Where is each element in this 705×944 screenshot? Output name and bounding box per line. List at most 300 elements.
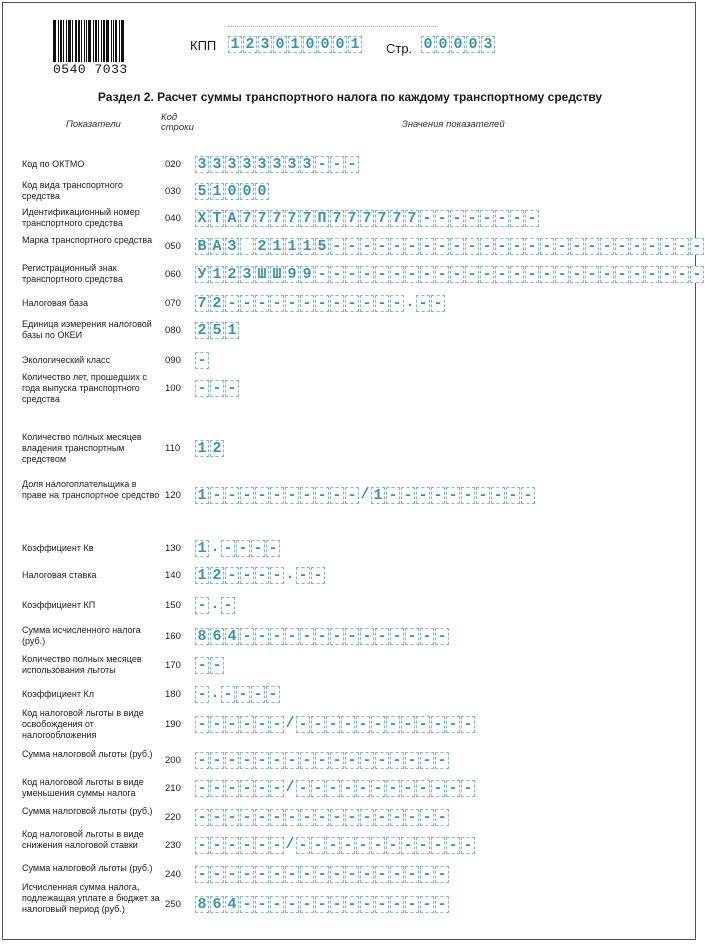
input-cell[interactable]: - xyxy=(375,866,389,883)
input-cell[interactable]: - xyxy=(315,295,329,312)
input-cell[interactable] xyxy=(240,238,254,255)
input-cell[interactable]: - xyxy=(240,487,254,504)
input-cell[interactable]: - xyxy=(585,238,599,255)
input-cell[interactable]: - xyxy=(195,866,209,883)
input-cell[interactable]: 0 xyxy=(451,36,465,53)
input-cell[interactable]: - xyxy=(416,487,430,504)
input-cell[interactable]: - xyxy=(401,487,415,504)
input-cell[interactable]: - xyxy=(266,686,280,703)
input-cell[interactable]: - xyxy=(330,238,344,255)
input-cell[interactable]: - xyxy=(495,210,509,227)
input-cell[interactable]: - xyxy=(210,657,224,674)
input-cell[interactable]: - xyxy=(255,837,269,854)
input-cell[interactable]: - xyxy=(270,896,284,913)
input-cell[interactable]: - xyxy=(210,866,224,883)
input-cell[interactable]: - xyxy=(510,238,524,255)
input-cell[interactable]: - xyxy=(521,487,535,504)
input-cell[interactable]: Ш xyxy=(255,266,269,283)
input-cell[interactable]: - xyxy=(675,266,689,283)
input-cell[interactable]: - xyxy=(221,540,235,557)
input-cell[interactable]: - xyxy=(251,540,265,557)
input-cell[interactable]: 1 xyxy=(195,440,209,457)
input-cell[interactable]: Х xyxy=(195,210,209,227)
input-cell[interactable]: - xyxy=(210,752,224,769)
input-cell[interactable]: - xyxy=(255,716,269,733)
input-cell[interactable]: 2 xyxy=(210,295,224,312)
input-cell[interactable]: 3 xyxy=(481,36,495,53)
input-cell[interactable]: - xyxy=(480,266,494,283)
input-cell[interactable]: - xyxy=(690,238,704,255)
input-cell[interactable]: - xyxy=(225,866,239,883)
input-cell[interactable]: 8 xyxy=(195,896,209,913)
input-cell[interactable]: - xyxy=(446,487,460,504)
input-cell[interactable]: - xyxy=(510,210,524,227)
input-cell[interactable]: - xyxy=(270,567,284,584)
input-cell[interactable]: 3 xyxy=(300,156,314,173)
input-cell[interactable]: 2 xyxy=(210,440,224,457)
input-cell[interactable]: - xyxy=(390,295,404,312)
input-cell[interactable]: - xyxy=(435,238,449,255)
input-cell[interactable]: - xyxy=(195,716,209,733)
input-cell[interactable]: - xyxy=(311,716,325,733)
input-cell[interactable]: - xyxy=(345,295,359,312)
input-cell[interactable]: - xyxy=(225,487,239,504)
input-cell[interactable]: - xyxy=(461,780,475,797)
input-cell[interactable]: - xyxy=(495,238,509,255)
input-cell[interactable]: В xyxy=(195,238,209,255)
input-cell[interactable]: - xyxy=(390,752,404,769)
input-cell[interactable]: 6 xyxy=(210,896,224,913)
input-cell[interactable]: - xyxy=(461,716,475,733)
input-cell[interactable]: - xyxy=(360,896,374,913)
input-cell[interactable]: - xyxy=(240,295,254,312)
input-cell[interactable]: - xyxy=(386,716,400,733)
input-cell[interactable]: - xyxy=(240,567,254,584)
input-cell[interactable]: - xyxy=(371,780,385,797)
input-cell[interactable]: - xyxy=(195,352,209,369)
input-cell[interactable]: - xyxy=(645,266,659,283)
input-cell[interactable]: - xyxy=(416,295,430,312)
input-cell[interactable]: 1 xyxy=(285,238,299,255)
input-cell[interactable]: 7 xyxy=(285,210,299,227)
input-cell[interactable]: - xyxy=(270,716,284,733)
input-cell[interactable]: 7 xyxy=(300,210,314,227)
input-cell[interactable]: - xyxy=(356,716,370,733)
input-cell[interactable]: - xyxy=(405,866,419,883)
input-cell[interactable]: - xyxy=(225,295,239,312)
input-cell[interactable]: 7 xyxy=(240,210,254,227)
input-cell[interactable]: 7 xyxy=(375,210,389,227)
input-cell[interactable]: - xyxy=(360,752,374,769)
input-cell[interactable]: 5 xyxy=(315,238,329,255)
input-cell[interactable]: 0 xyxy=(466,36,480,53)
input-cell[interactable]: - xyxy=(210,716,224,733)
input-cell[interactable]: - xyxy=(345,896,359,913)
input-cell[interactable]: - xyxy=(315,628,329,645)
input-cell[interactable]: - xyxy=(450,210,464,227)
input-cell[interactable]: - xyxy=(450,238,464,255)
input-cell[interactable]: - xyxy=(345,487,359,504)
input-cell[interactable]: - xyxy=(420,238,434,255)
input-cell[interactable]: - xyxy=(330,295,344,312)
input-cell[interactable]: 2 xyxy=(225,266,239,283)
input-cell[interactable]: - xyxy=(690,266,704,283)
input-cell[interactable]: - xyxy=(615,266,629,283)
input-cell[interactable]: - xyxy=(296,567,310,584)
input-cell[interactable]: - xyxy=(375,295,389,312)
input-cell[interactable]: 3 xyxy=(255,156,269,173)
input-cell[interactable]: 3 xyxy=(240,156,254,173)
input-cell[interactable]: - xyxy=(356,780,370,797)
input-cell[interactable]: 4 xyxy=(225,628,239,645)
input-cell[interactable]: - xyxy=(240,896,254,913)
input-cell[interactable]: - xyxy=(480,238,494,255)
input-cell[interactable]: - xyxy=(660,266,674,283)
input-cell[interactable]: - xyxy=(405,752,419,769)
input-cell[interactable]: - xyxy=(285,866,299,883)
input-cell[interactable]: 3 xyxy=(258,36,272,53)
input-cell[interactable]: - xyxy=(255,896,269,913)
input-cell[interactable]: 7 xyxy=(195,295,209,312)
input-cell[interactable]: - xyxy=(225,809,239,826)
input-cell[interactable]: - xyxy=(360,266,374,283)
input-cell[interactable]: - xyxy=(270,752,284,769)
input-cell[interactable]: - xyxy=(300,628,314,645)
input-cell[interactable]: - xyxy=(255,567,269,584)
input-cell[interactable]: - xyxy=(420,752,434,769)
input-cell[interactable]: - xyxy=(630,266,644,283)
input-cell[interactable]: - xyxy=(315,752,329,769)
input-cell[interactable]: - xyxy=(615,238,629,255)
input-cell[interactable]: - xyxy=(386,837,400,854)
input-cell[interactable]: - xyxy=(405,238,419,255)
input-cell[interactable]: - xyxy=(285,628,299,645)
input-cell[interactable]: - xyxy=(255,780,269,797)
input-cell[interactable]: - xyxy=(315,809,329,826)
input-cell[interactable]: - xyxy=(270,780,284,797)
input-cell[interactable]: - xyxy=(341,837,355,854)
input-cell[interactable]: П xyxy=(315,210,329,227)
input-cell[interactable]: - xyxy=(311,567,325,584)
input-cell[interactable]: Т xyxy=(210,210,224,227)
input-cell[interactable]: - xyxy=(420,266,434,283)
input-cell[interactable]: 2 xyxy=(255,238,269,255)
input-cell[interactable]: - xyxy=(240,837,254,854)
input-cell[interactable]: - xyxy=(330,156,344,173)
input-cell[interactable]: - xyxy=(255,866,269,883)
input-cell[interactable]: - xyxy=(525,266,539,283)
input-cell[interactable]: - xyxy=(431,780,445,797)
input-cell[interactable]: - xyxy=(300,295,314,312)
input-cell[interactable]: - xyxy=(330,487,344,504)
input-cell[interactable]: - xyxy=(210,380,224,397)
input-cell[interactable]: 1 xyxy=(195,567,209,584)
input-cell[interactable]: - xyxy=(326,837,340,854)
input-cell[interactable]: - xyxy=(435,809,449,826)
input-cell[interactable]: - xyxy=(416,780,430,797)
input-cell[interactable]: - xyxy=(416,716,430,733)
input-cell[interactable]: - xyxy=(210,780,224,797)
input-cell[interactable]: - xyxy=(345,238,359,255)
input-cell[interactable]: - xyxy=(296,837,310,854)
input-cell[interactable]: - xyxy=(675,238,689,255)
input-cell[interactable]: - xyxy=(390,866,404,883)
input-cell[interactable]: - xyxy=(375,628,389,645)
input-cell[interactable]: - xyxy=(311,837,325,854)
input-cell[interactable]: - xyxy=(240,716,254,733)
input-cell[interactable]: 1 xyxy=(225,322,239,339)
input-cell[interactable]: - xyxy=(435,866,449,883)
input-cell[interactable]: - xyxy=(431,295,445,312)
input-cell[interactable]: - xyxy=(465,266,479,283)
input-cell[interactable]: - xyxy=(405,628,419,645)
input-cell[interactable]: - xyxy=(645,238,659,255)
input-cell[interactable]: 0 xyxy=(273,36,287,53)
input-cell[interactable]: - xyxy=(461,487,475,504)
input-cell[interactable]: - xyxy=(375,266,389,283)
input-cell[interactable]: - xyxy=(660,238,674,255)
input-cell[interactable]: - xyxy=(195,780,209,797)
input-cell[interactable]: 0 xyxy=(436,36,450,53)
input-cell[interactable]: - xyxy=(480,210,494,227)
input-cell[interactable]: 1 xyxy=(270,238,284,255)
input-cell[interactable]: - xyxy=(195,752,209,769)
input-cell[interactable]: - xyxy=(210,837,224,854)
input-cell[interactable]: - xyxy=(315,487,329,504)
input-cell[interactable]: У xyxy=(195,266,209,283)
input-cell[interactable]: - xyxy=(225,567,239,584)
input-cell[interactable]: - xyxy=(225,380,239,397)
input-cell[interactable]: - xyxy=(510,266,524,283)
input-cell[interactable]: - xyxy=(600,238,614,255)
input-cell[interactable]: 3 xyxy=(270,156,284,173)
input-cell[interactable]: 1 xyxy=(195,487,209,504)
input-cell[interactable]: - xyxy=(195,380,209,397)
input-cell[interactable]: - xyxy=(296,716,310,733)
input-cell[interactable]: - xyxy=(240,866,254,883)
input-cell[interactable]: - xyxy=(446,716,460,733)
input-cell[interactable]: - xyxy=(375,896,389,913)
input-cell[interactable]: - xyxy=(431,837,445,854)
input-cell[interactable]: - xyxy=(435,210,449,227)
input-cell[interactable]: - xyxy=(345,752,359,769)
input-cell[interactable]: 1 xyxy=(288,36,302,53)
input-cell[interactable]: - xyxy=(386,780,400,797)
input-cell[interactable]: - xyxy=(371,837,385,854)
input-cell[interactable]: - xyxy=(326,780,340,797)
input-cell[interactable]: - xyxy=(465,238,479,255)
input-cell[interactable]: 0 xyxy=(318,36,332,53)
input-cell[interactable]: - xyxy=(285,809,299,826)
input-cell[interactable]: - xyxy=(315,896,329,913)
input-cell[interactable]: - xyxy=(390,809,404,826)
input-cell[interactable]: - xyxy=(300,809,314,826)
input-cell[interactable]: 1 xyxy=(371,487,385,504)
input-cell[interactable]: - xyxy=(326,716,340,733)
input-cell[interactable]: - xyxy=(435,266,449,283)
input-cell[interactable]: - xyxy=(495,266,509,283)
input-cell[interactable]: - xyxy=(506,487,520,504)
input-cell[interactable]: - xyxy=(240,628,254,645)
input-cell[interactable]: - xyxy=(446,780,460,797)
input-cell[interactable]: 3 xyxy=(285,156,299,173)
input-cell[interactable]: - xyxy=(240,809,254,826)
input-cell[interactable]: - xyxy=(255,295,269,312)
input-cell[interactable]: 9 xyxy=(300,266,314,283)
input-cell[interactable]: - xyxy=(221,686,235,703)
input-cell[interactable]: - xyxy=(360,866,374,883)
input-cell[interactable]: 9 xyxy=(285,266,299,283)
input-cell[interactable]: - xyxy=(225,752,239,769)
input-cell[interactable]: - xyxy=(221,597,235,614)
input-cell[interactable]: - xyxy=(255,487,269,504)
input-cell[interactable]: - xyxy=(356,837,370,854)
input-cell[interactable]: - xyxy=(300,896,314,913)
input-cell[interactable]: - xyxy=(330,266,344,283)
input-cell[interactable]: - xyxy=(525,210,539,227)
input-cell[interactable]: - xyxy=(341,780,355,797)
input-cell[interactable]: 1 xyxy=(195,540,209,557)
input-cell[interactable]: - xyxy=(390,628,404,645)
input-cell[interactable]: З xyxy=(225,238,239,255)
input-cell[interactable]: - xyxy=(435,628,449,645)
input-cell[interactable]: - xyxy=(270,487,284,504)
input-cell[interactable]: 5 xyxy=(210,322,224,339)
input-cell[interactable]: - xyxy=(401,716,415,733)
input-cell[interactable]: - xyxy=(416,837,430,854)
input-cell[interactable]: - xyxy=(360,628,374,645)
input-cell[interactable]: - xyxy=(330,866,344,883)
input-cell[interactable]: - xyxy=(345,266,359,283)
input-cell[interactable]: - xyxy=(585,266,599,283)
input-cell[interactable]: - xyxy=(386,487,400,504)
input-cell[interactable]: - xyxy=(195,837,209,854)
input-cell[interactable]: - xyxy=(461,837,475,854)
input-cell[interactable]: - xyxy=(345,809,359,826)
input-cell[interactable]: - xyxy=(330,809,344,826)
input-cell[interactable]: 4 xyxy=(225,896,239,913)
input-cell[interactable]: - xyxy=(330,752,344,769)
input-cell[interactable]: - xyxy=(255,809,269,826)
input-cell[interactable]: - xyxy=(225,716,239,733)
input-cell[interactable]: - xyxy=(315,266,329,283)
input-cell[interactable]: - xyxy=(240,752,254,769)
input-cell[interactable]: - xyxy=(555,238,569,255)
input-cell[interactable]: 0 xyxy=(303,36,317,53)
input-cell[interactable]: - xyxy=(420,628,434,645)
input-cell[interactable]: - xyxy=(540,238,554,255)
input-cell[interactable]: - xyxy=(390,238,404,255)
input-cell[interactable]: - xyxy=(435,896,449,913)
input-cell[interactable]: 0 xyxy=(255,183,269,200)
input-cell[interactable]: - xyxy=(345,866,359,883)
input-cell[interactable]: - xyxy=(285,896,299,913)
input-cell[interactable]: 2 xyxy=(243,36,257,53)
input-cell[interactable]: - xyxy=(195,597,209,614)
input-cell[interactable]: - xyxy=(195,686,209,703)
input-cell[interactable]: - xyxy=(465,210,479,227)
input-cell[interactable]: - xyxy=(375,809,389,826)
input-cell[interactable]: Ш xyxy=(270,266,284,283)
input-cell[interactable]: 6 xyxy=(210,628,224,645)
input-cell[interactable]: - xyxy=(435,752,449,769)
input-cell[interactable]: - xyxy=(255,628,269,645)
input-cell[interactable]: - xyxy=(266,540,280,557)
input-cell[interactable]: - xyxy=(401,837,415,854)
input-cell[interactable]: - xyxy=(330,628,344,645)
input-cell[interactable]: 1 xyxy=(210,266,224,283)
input-cell[interactable]: - xyxy=(420,809,434,826)
input-cell[interactable]: - xyxy=(330,896,344,913)
input-cell[interactable]: - xyxy=(420,866,434,883)
input-cell[interactable]: - xyxy=(311,780,325,797)
input-cell[interactable]: - xyxy=(390,896,404,913)
input-cell[interactable]: 7 xyxy=(270,210,284,227)
input-cell[interactable]: - xyxy=(300,866,314,883)
input-cell[interactable]: - xyxy=(285,487,299,504)
input-cell[interactable]: - xyxy=(420,210,434,227)
input-cell[interactable]: - xyxy=(375,238,389,255)
input-cell[interactable]: - xyxy=(255,752,269,769)
input-cell[interactable]: - xyxy=(195,657,209,674)
input-cell[interactable]: - xyxy=(405,266,419,283)
input-cell[interactable]: - xyxy=(345,628,359,645)
input-cell[interactable]: - xyxy=(450,266,464,283)
input-cell[interactable]: - xyxy=(570,266,584,283)
input-cell[interactable]: - xyxy=(491,487,505,504)
input-cell[interactable]: - xyxy=(251,686,265,703)
input-cell[interactable]: - xyxy=(225,780,239,797)
input-cell[interactable]: - xyxy=(270,628,284,645)
input-cell[interactable]: 0 xyxy=(421,36,435,53)
input-cell[interactable]: - xyxy=(225,837,239,854)
input-cell[interactable]: - xyxy=(420,896,434,913)
input-cell[interactable]: 1 xyxy=(300,238,314,255)
input-cell[interactable]: - xyxy=(360,238,374,255)
input-cell[interactable]: А xyxy=(225,210,239,227)
input-cell[interactable]: - xyxy=(236,540,250,557)
input-cell[interactable]: 7 xyxy=(405,210,419,227)
input-cell[interactable]: 3 xyxy=(240,266,254,283)
input-cell[interactable]: 1 xyxy=(228,36,242,53)
input-cell[interactable]: - xyxy=(390,266,404,283)
input-cell[interactable]: 2 xyxy=(195,322,209,339)
input-cell[interactable]: - xyxy=(360,809,374,826)
input-cell[interactable]: 0 xyxy=(225,183,239,200)
input-cell[interactable]: 2 xyxy=(210,567,224,584)
input-cell[interactable]: - xyxy=(270,295,284,312)
input-cell[interactable]: - xyxy=(360,295,374,312)
input-cell[interactable]: - xyxy=(555,266,569,283)
input-cell[interactable]: - xyxy=(405,896,419,913)
input-cell[interactable]: 7 xyxy=(360,210,374,227)
input-cell[interactable]: - xyxy=(446,837,460,854)
input-cell[interactable]: А xyxy=(210,238,224,255)
input-cell[interactable]: - xyxy=(341,716,355,733)
input-cell[interactable]: - xyxy=(315,866,329,883)
input-cell[interactable]: - xyxy=(210,487,224,504)
input-cell[interactable]: - xyxy=(270,866,284,883)
input-cell[interactable]: 1 xyxy=(210,183,224,200)
input-cell[interactable]: - xyxy=(570,238,584,255)
input-cell[interactable]: - xyxy=(525,238,539,255)
input-cell[interactable]: 7 xyxy=(255,210,269,227)
input-cell[interactable]: - xyxy=(296,780,310,797)
input-cell[interactable]: - xyxy=(210,809,224,826)
input-cell[interactable]: 5 xyxy=(195,183,209,200)
input-cell[interactable]: - xyxy=(630,238,644,255)
input-cell[interactable]: - xyxy=(270,809,284,826)
